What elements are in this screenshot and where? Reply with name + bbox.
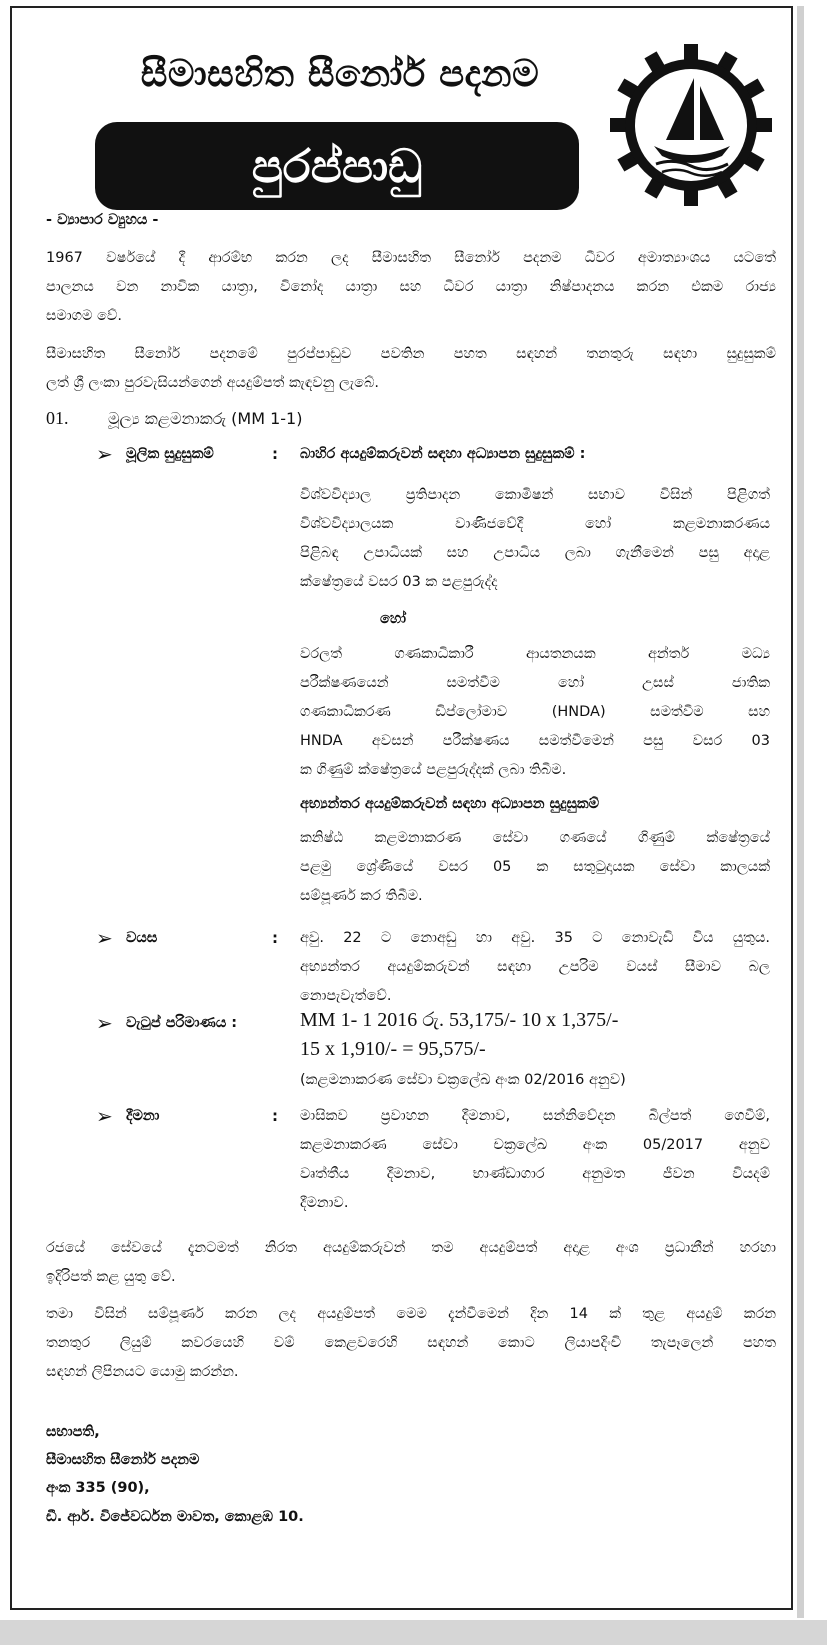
external-qualification-line-3: පිළිබඳ උපාධියක් සහ උපාධිය ලබා ගැනීමෙන් පසු අදාළ xyxy=(300,545,770,561)
age-line-2: අභ්‍යන්තර අයදුම්කරුවන් සඳහා උපරිම වයස් සීමාව බල xyxy=(300,959,770,975)
bullet-arrow-icon: ➢ xyxy=(96,1104,113,1128)
external-qualification-line-1: විශ්වවිද්‍යාල ප්‍රතිපාදන කොමිෂන් සභාව විසින් පිළිගත් xyxy=(300,487,770,503)
internal-qualification-line-3: සම්පූර්ණ කර තිබීම. xyxy=(300,888,423,904)
salary-line-3: (කළමනාකරණ සේවා චක්‍රලේඛ අංක 02/2016 අනුව) xyxy=(300,1072,626,1088)
signature-title: සභාපති, xyxy=(46,1424,100,1440)
external-qualification-line-2: විශ්වවිද්‍යාලයක වාණිජවේදී හෝ කළමනාකරණය xyxy=(300,516,770,532)
salary-line-2: 15 x 1,910/- = 95,575/- xyxy=(300,1038,486,1060)
address-line-2: ඩී. ආර්. විජේවර්ධන මාවත, කොළඹ 10. xyxy=(46,1509,304,1525)
intro-paragraph-1-line-3: සමාගම වේ. xyxy=(46,308,122,324)
alternative-qualification-line-3: ගණකාධිකරණ ඩිප්ලෝමාව (HNDA) සමත්වීම සහ xyxy=(300,704,770,720)
closing-paragraph-2-line-1: තමා විසින් සම්පූර්ණ කරන ලද අයදුම්පත් මෙම දැන්වීමෙන් දින 14 ක් තුළ අයදුම් කරන xyxy=(46,1306,776,1322)
age-label: වයස xyxy=(126,930,158,946)
colon: : xyxy=(272,929,278,947)
post-title: මූල්‍ය කළමනාකරු (MM 1-1) xyxy=(108,409,303,428)
vacancies-banner-text: පුරප්පාඩු xyxy=(251,139,423,193)
external-qualifications-heading: බාහිර අයදුම්කරුවන් සඳහා අධ්‍යාපන සුදුසුකම් : xyxy=(300,446,586,462)
alternative-qualification-line-1: වරලත් ගණකාධිකාරී ආයතනයක අන්තර් මධ්‍ය xyxy=(300,646,770,662)
alternative-qualification-line-4: HNDA අවසන් පරීක්ෂණය සමත්වීමෙන් පසු වසර 03 xyxy=(300,733,770,749)
closing-paragraph-2-line-2: තනතුර ලියුම් කවරයෙහි වම් කෙළවරෙහි සඳහන් කොට ලියාපදිංචි තැපෑලෙන් පහත xyxy=(46,1335,776,1351)
section-heading: - ව්‍යාපාර ව්‍යුහය - xyxy=(46,212,159,228)
alternative-qualification-line-5: ක ගිණුම් ක්ෂේත්‍රයේ පළපුරුද්දක් ලබා තිබීම. xyxy=(300,762,567,778)
intro-paragraph-1-line-2: පාලනය වන නාවික යාත්‍රා, විනෝද යාත්‍රා සහ ධීවර යාත්‍රා නිෂ්පාදනය කරන එකම රාජ්‍ය xyxy=(46,279,776,295)
post-number: 01. xyxy=(46,408,69,428)
internal-qualifications-heading: අභ්‍යන්තර අයදුම්කරුවන් සඳහා අධ්‍යාපන සුදුසුකම් xyxy=(300,796,600,812)
footer-band xyxy=(0,1620,827,1645)
internal-qualification-line-1: කනිෂ්ඨ කළමනාකරණ සේවා ගණයේ ගිණුම් ක්ෂේත්‍රයේ xyxy=(300,830,770,846)
closing-paragraph-1-line-1: රජයේ සේවයේ දැනටමත් නිරත අයදුම්කරුවන් තම අයදුම්පත් අදාළ අංශ ප්‍රධානීන් හරහා xyxy=(46,1240,776,1256)
external-qualification-line-4: ක්ෂේත්‍රයේ වසර 03 ක පළපුරුද්ද xyxy=(300,574,498,590)
age-line-1: අවු. 22 ට නොඅඩු හා අවු. 35 ට නොවැඩි විය යුතුය. xyxy=(300,930,770,946)
age-line-3: නොපැවැත්වේ. xyxy=(300,988,392,1004)
bullet-arrow-icon: ➢ xyxy=(96,1011,113,1035)
allowances-line-2: කළමනාකරණ සේවා චක්‍රලේඛ අංක 05/2017 අනුව xyxy=(300,1137,770,1153)
seenor-logo-icon xyxy=(608,42,774,208)
allowances-line-3: වෘත්තීය දීමනාව, භාණ්ඩාගාර අනුමත ජීවන වියදම් xyxy=(300,1166,770,1182)
salary-line-1: MM 1- 1 2016 රු. 53,175/- 10 x 1,375/- xyxy=(300,1009,619,1031)
address-line-1: අංක 335 (90), xyxy=(46,1480,150,1496)
allowances-label: දීමනා xyxy=(126,1108,160,1124)
qualifications-label: මූලික සුදුසුකම් xyxy=(126,446,214,462)
colon: : xyxy=(272,1107,278,1125)
internal-qualification-line-2: පළමු ශ්‍රේණියේ වසර 05 ක සතුටුදායක සේවා කාලයක් xyxy=(300,859,770,875)
intro-paragraph-2-line-1: සීමාසහිත සීනෝර් පදනමේ පුරප්පාඩුව පවතින පහත සඳහන් තනතුරු සඳහා සුදුසුකම් xyxy=(46,346,776,362)
closing-paragraph-2-line-3: සඳහන් ලිපිනයට යොමු කරන්න. xyxy=(46,1364,239,1380)
salary-label: වැටුප් පරිමාණය : xyxy=(126,1015,238,1031)
alternative-qualification-line-2: පරීක්ෂණයෙන් සමත්වීම හෝ උසස් ජාතික xyxy=(300,675,770,691)
allowances-line-1: මාසිකව ප්‍රවාහන දීමනාව, සන්නිවේදන බිල්පත් ගෙවීම්, xyxy=(300,1108,770,1124)
closing-paragraph-1-line-2: ඉදිරිපත් කළ යුතු වේ. xyxy=(46,1269,176,1285)
or-separator: හෝ xyxy=(380,611,407,627)
page-edge-shadow xyxy=(797,6,804,1618)
bullet-arrow-icon: ➢ xyxy=(96,926,113,950)
allowances-line-4: දීමනාව. xyxy=(300,1195,349,1211)
organization-title: සීමාසහිත සීනෝර් පදනම xyxy=(140,52,540,95)
intro-paragraph-1-line-1: 1967 වර්ෂයේ දී ආරම්භ කරන ලද සීමාසහිත සීනෝර් පදනම ධීවර අමාත්‍යාංශය යටතේ xyxy=(46,250,776,266)
intro-paragraph-2-line-2: ලත් ශ්‍රී ලංකා පුරවැසියන්ගෙන් අයදුම්පත් කැඳවනු ලැබේ. xyxy=(46,375,380,391)
signature-organization: සීමාසහිත සීනෝර් පදනම xyxy=(46,1452,200,1468)
bullet-arrow-icon: ➢ xyxy=(96,442,113,466)
colon: : xyxy=(272,445,278,463)
